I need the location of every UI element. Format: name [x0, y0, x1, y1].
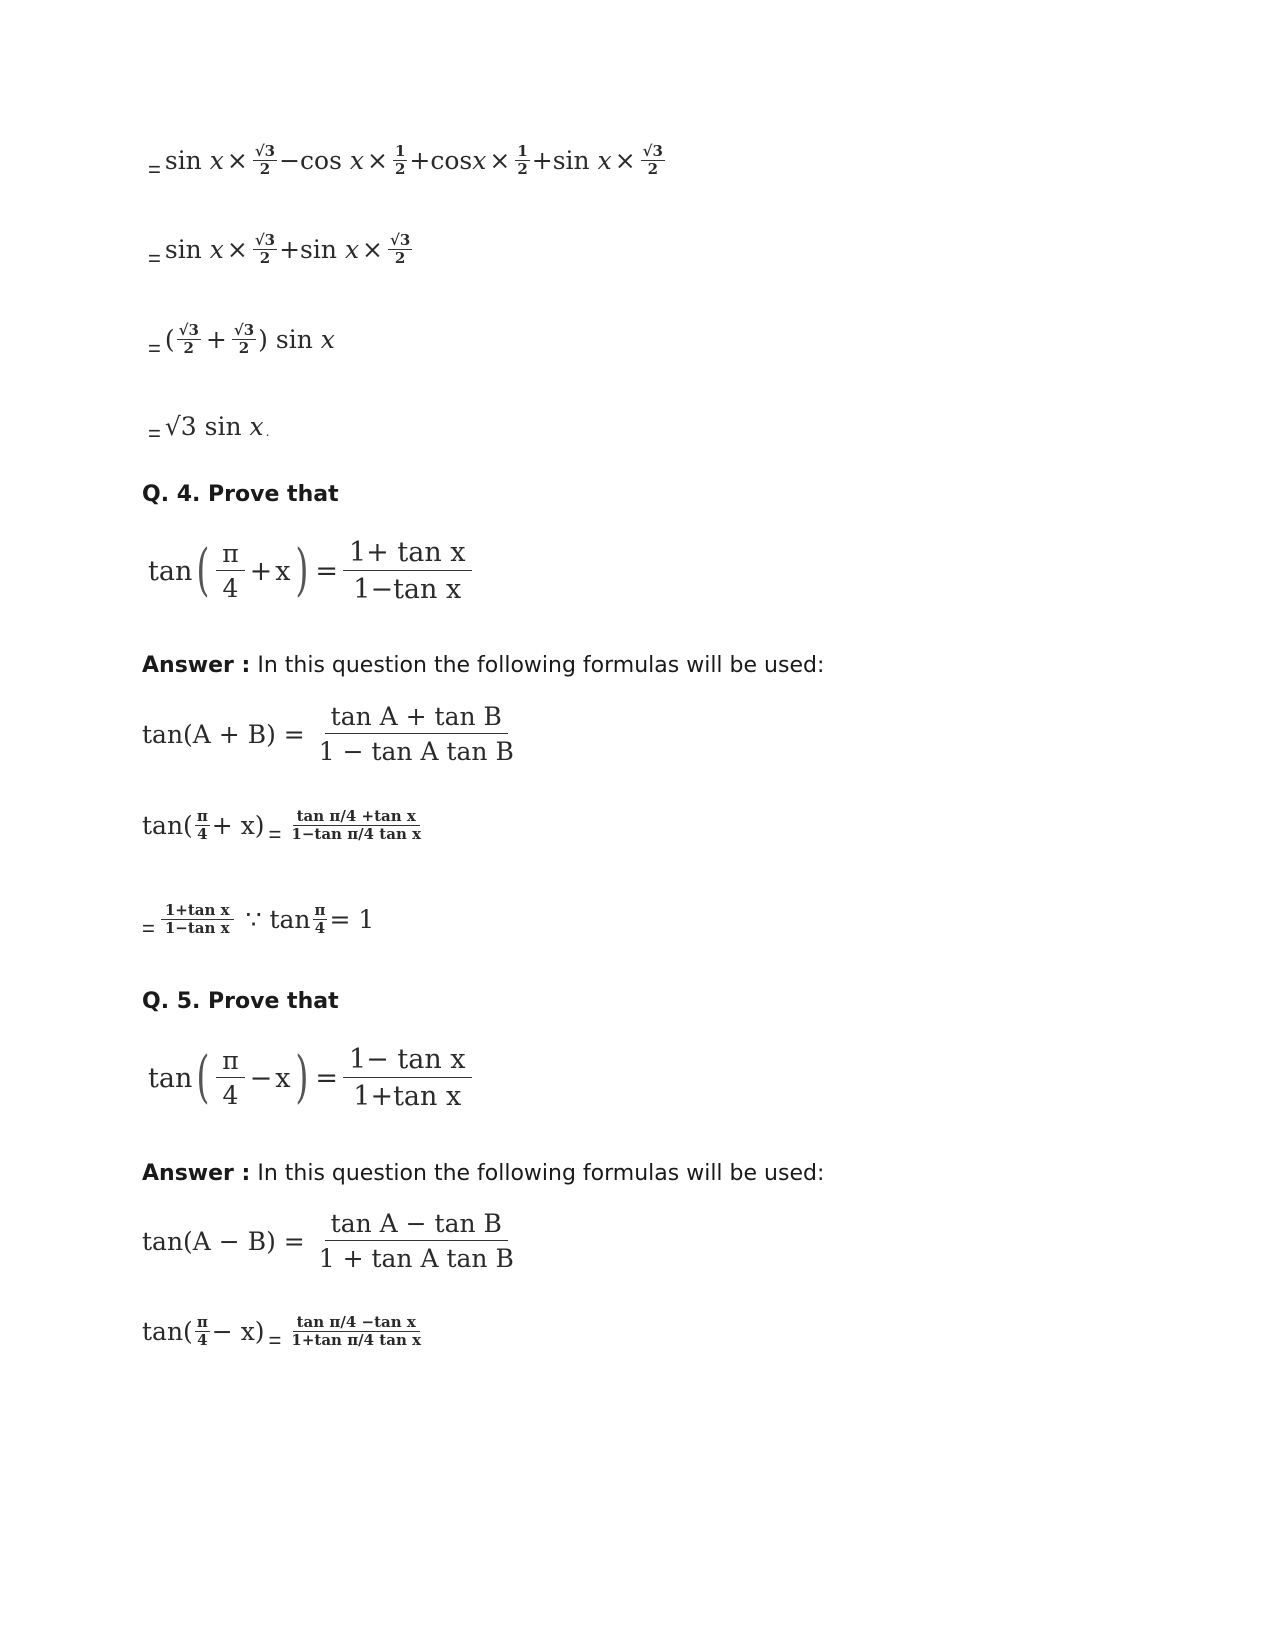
fraction-denominator: 2: [238, 338, 250, 357]
step-lhs: tan(: [142, 1316, 193, 1346]
plus-sign: +: [205, 324, 227, 354]
var-x: x: [344, 234, 360, 264]
equation-line-2: [148, 231, 414, 271]
question-4-heading: Q. 4. Prove that: [142, 482, 339, 507]
fraction-numerator: 1− tan x: [343, 1045, 472, 1078]
var-x: x: [249, 412, 264, 441]
period: .: [265, 425, 270, 439]
step-rest: + x): [211, 810, 265, 840]
fraction-pi-over-4: [195, 1314, 210, 1348]
fraction-denominator: 1 − tan A tan B: [318, 736, 514, 766]
step-fraction: [287, 808, 425, 842]
fraction: [515, 143, 529, 177]
fraction-pi-over-4: [195, 808, 210, 842]
var-x: x: [275, 1062, 291, 1094]
equation-line-3: [148, 321, 335, 361]
close-paren: ): [294, 538, 308, 604]
equals-sign: =: [268, 822, 282, 847]
fraction: [177, 322, 201, 356]
step-fraction: [287, 1314, 425, 1348]
equals-sign: =: [268, 1328, 282, 1353]
fraction-denominator: 2: [394, 159, 406, 178]
fraction-numerator: 1: [517, 142, 528, 160]
equals-sign: =: [315, 1062, 338, 1094]
open-paren: (: [196, 1045, 210, 1111]
fraction-numerator: π: [196, 807, 208, 825]
answer-text: In this question the following formulas will be used:: [250, 653, 825, 678]
times-sign: ×: [362, 234, 383, 264]
fraction-numerator: π: [216, 540, 244, 571]
tan-label: tan: [148, 555, 193, 587]
step-rest: = 1: [329, 904, 375, 934]
term-sin: sin: [164, 145, 202, 175]
fraction-numerator: √3: [254, 142, 276, 160]
var-x: x: [349, 145, 365, 175]
fraction-rhs: [343, 538, 472, 604]
fraction-pi-over-4: [313, 902, 328, 936]
fraction-numerator: π: [216, 1047, 244, 1078]
open-paren: (: [196, 538, 210, 604]
term-cos: +cos: [409, 145, 473, 175]
sqrt3-sin: √3 sin: [164, 412, 242, 441]
fraction-numerator: √3: [233, 321, 255, 339]
var-x: x: [209, 234, 224, 264]
fraction-pi-over-4: [216, 540, 244, 602]
equals-sign: =: [148, 157, 161, 182]
because-tan: ∵ tan: [245, 904, 311, 934]
question-4-answer: [142, 653, 824, 678]
question-5-answer: [142, 1161, 824, 1186]
question-5-heading: Q. 5. Prove that: [142, 989, 339, 1014]
fraction-denominator: 2: [647, 159, 658, 178]
equals-sign: =: [315, 555, 338, 587]
fraction: [253, 232, 277, 266]
fraction: [641, 143, 665, 177]
formula-tan-difference: [142, 1210, 522, 1272]
fraction-denominator: 1+tan x: [353, 1080, 462, 1112]
fraction-denominator: 2: [183, 338, 194, 357]
question-5-statement: [148, 1045, 474, 1111]
var-x: x: [320, 324, 335, 354]
fraction-denominator: 2: [259, 159, 271, 178]
formula-fraction: [313, 1210, 520, 1272]
fraction-numerator: tan A − tan B: [325, 1210, 508, 1241]
var-x: x: [597, 145, 612, 175]
fraction-denominator: 2: [259, 248, 271, 267]
var-x: x: [472, 145, 487, 175]
answer-label: Answer :: [142, 1161, 251, 1186]
equals-sign: =: [148, 336, 161, 361]
formula-lhs: tan(A + B) =: [142, 719, 305, 749]
term-sin: +sin: [531, 145, 590, 175]
term-sin: +sin: [279, 234, 337, 264]
times-sign: ×: [614, 145, 636, 175]
open-paren: (: [164, 324, 175, 354]
answer-text: In this question the following formulas will be used:: [250, 1161, 825, 1186]
fraction-numerator: π: [314, 901, 326, 919]
fraction-denominator: 1+tan π/4 tan x: [291, 1330, 422, 1349]
fraction-numerator: 1: [394, 142, 406, 160]
minus-sign: −: [249, 1062, 273, 1094]
fraction-numerator: √3: [390, 231, 411, 249]
term-sin: sin: [275, 324, 313, 354]
step-lhs: tan(: [142, 810, 193, 840]
fraction-denominator: 4: [197, 824, 208, 843]
fraction-denominator: 4: [314, 918, 326, 937]
times-sign: ×: [489, 145, 511, 175]
fraction-denominator: 4: [222, 1080, 239, 1110]
fraction-denominator: 4: [197, 1330, 208, 1349]
close-paren: ): [294, 1045, 308, 1111]
equals-sign: =: [142, 916, 155, 941]
fraction-numerator: tan π/4 +tan x: [293, 808, 420, 826]
fraction-denominator: 1−tan x: [353, 573, 462, 605]
equals-sign: =: [148, 246, 161, 271]
fraction: [232, 322, 256, 356]
equation-line-4: [148, 412, 270, 446]
plus-sign: +: [249, 555, 273, 587]
q4-step-2: [142, 901, 375, 941]
step-fraction: [161, 902, 234, 936]
step-rest: − x): [211, 1316, 265, 1346]
question-4-statement: [148, 538, 474, 604]
equals-sign: =: [148, 421, 161, 446]
term-cos: −cos: [279, 145, 342, 175]
var-x: x: [275, 555, 291, 587]
fraction-numerator: tan π/4 −tan x: [293, 1314, 420, 1332]
fraction-numerator: √3: [178, 321, 199, 339]
times-sign: ×: [226, 234, 248, 264]
fraction-denominator: 1−tan π/4 tan x: [291, 824, 422, 843]
formula-lhs: tan(A − B) =: [142, 1226, 305, 1256]
term-sin: sin: [164, 234, 202, 264]
fraction-numerator: π: [196, 1313, 208, 1331]
close-paren: ): [258, 324, 268, 354]
fraction-denominator: 1−tan x: [164, 918, 230, 937]
fraction-numerator: 1+tan x: [161, 902, 234, 920]
answer-label: Answer :: [142, 653, 251, 678]
fraction-numerator: 1+ tan x: [343, 538, 472, 571]
fraction-denominator: 2: [517, 159, 528, 178]
fraction: [253, 143, 277, 177]
tan-label: tan: [148, 1062, 193, 1094]
fraction-numerator: √3: [642, 142, 663, 160]
fraction: [393, 143, 407, 177]
q5-step-1: [142, 1313, 427, 1353]
fraction: [388, 232, 412, 266]
formula-fraction: [313, 703, 520, 765]
fraction-numerator: tan A + tan B: [325, 703, 508, 734]
fraction-denominator: 4: [222, 573, 239, 603]
times-sign: ×: [226, 145, 248, 175]
fraction-rhs: [343, 1045, 472, 1111]
formula-tan-sum: [142, 703, 522, 765]
q4-step-1: [142, 807, 427, 847]
equation-line-1: [148, 142, 667, 182]
fraction-pi-over-4: [216, 1047, 244, 1109]
fraction-denominator: 2: [394, 248, 406, 267]
times-sign: ×: [367, 145, 388, 175]
fraction-denominator: 1 + tan A tan B: [318, 1243, 514, 1273]
fraction-numerator: √3: [254, 231, 276, 249]
var-x: x: [209, 145, 224, 175]
